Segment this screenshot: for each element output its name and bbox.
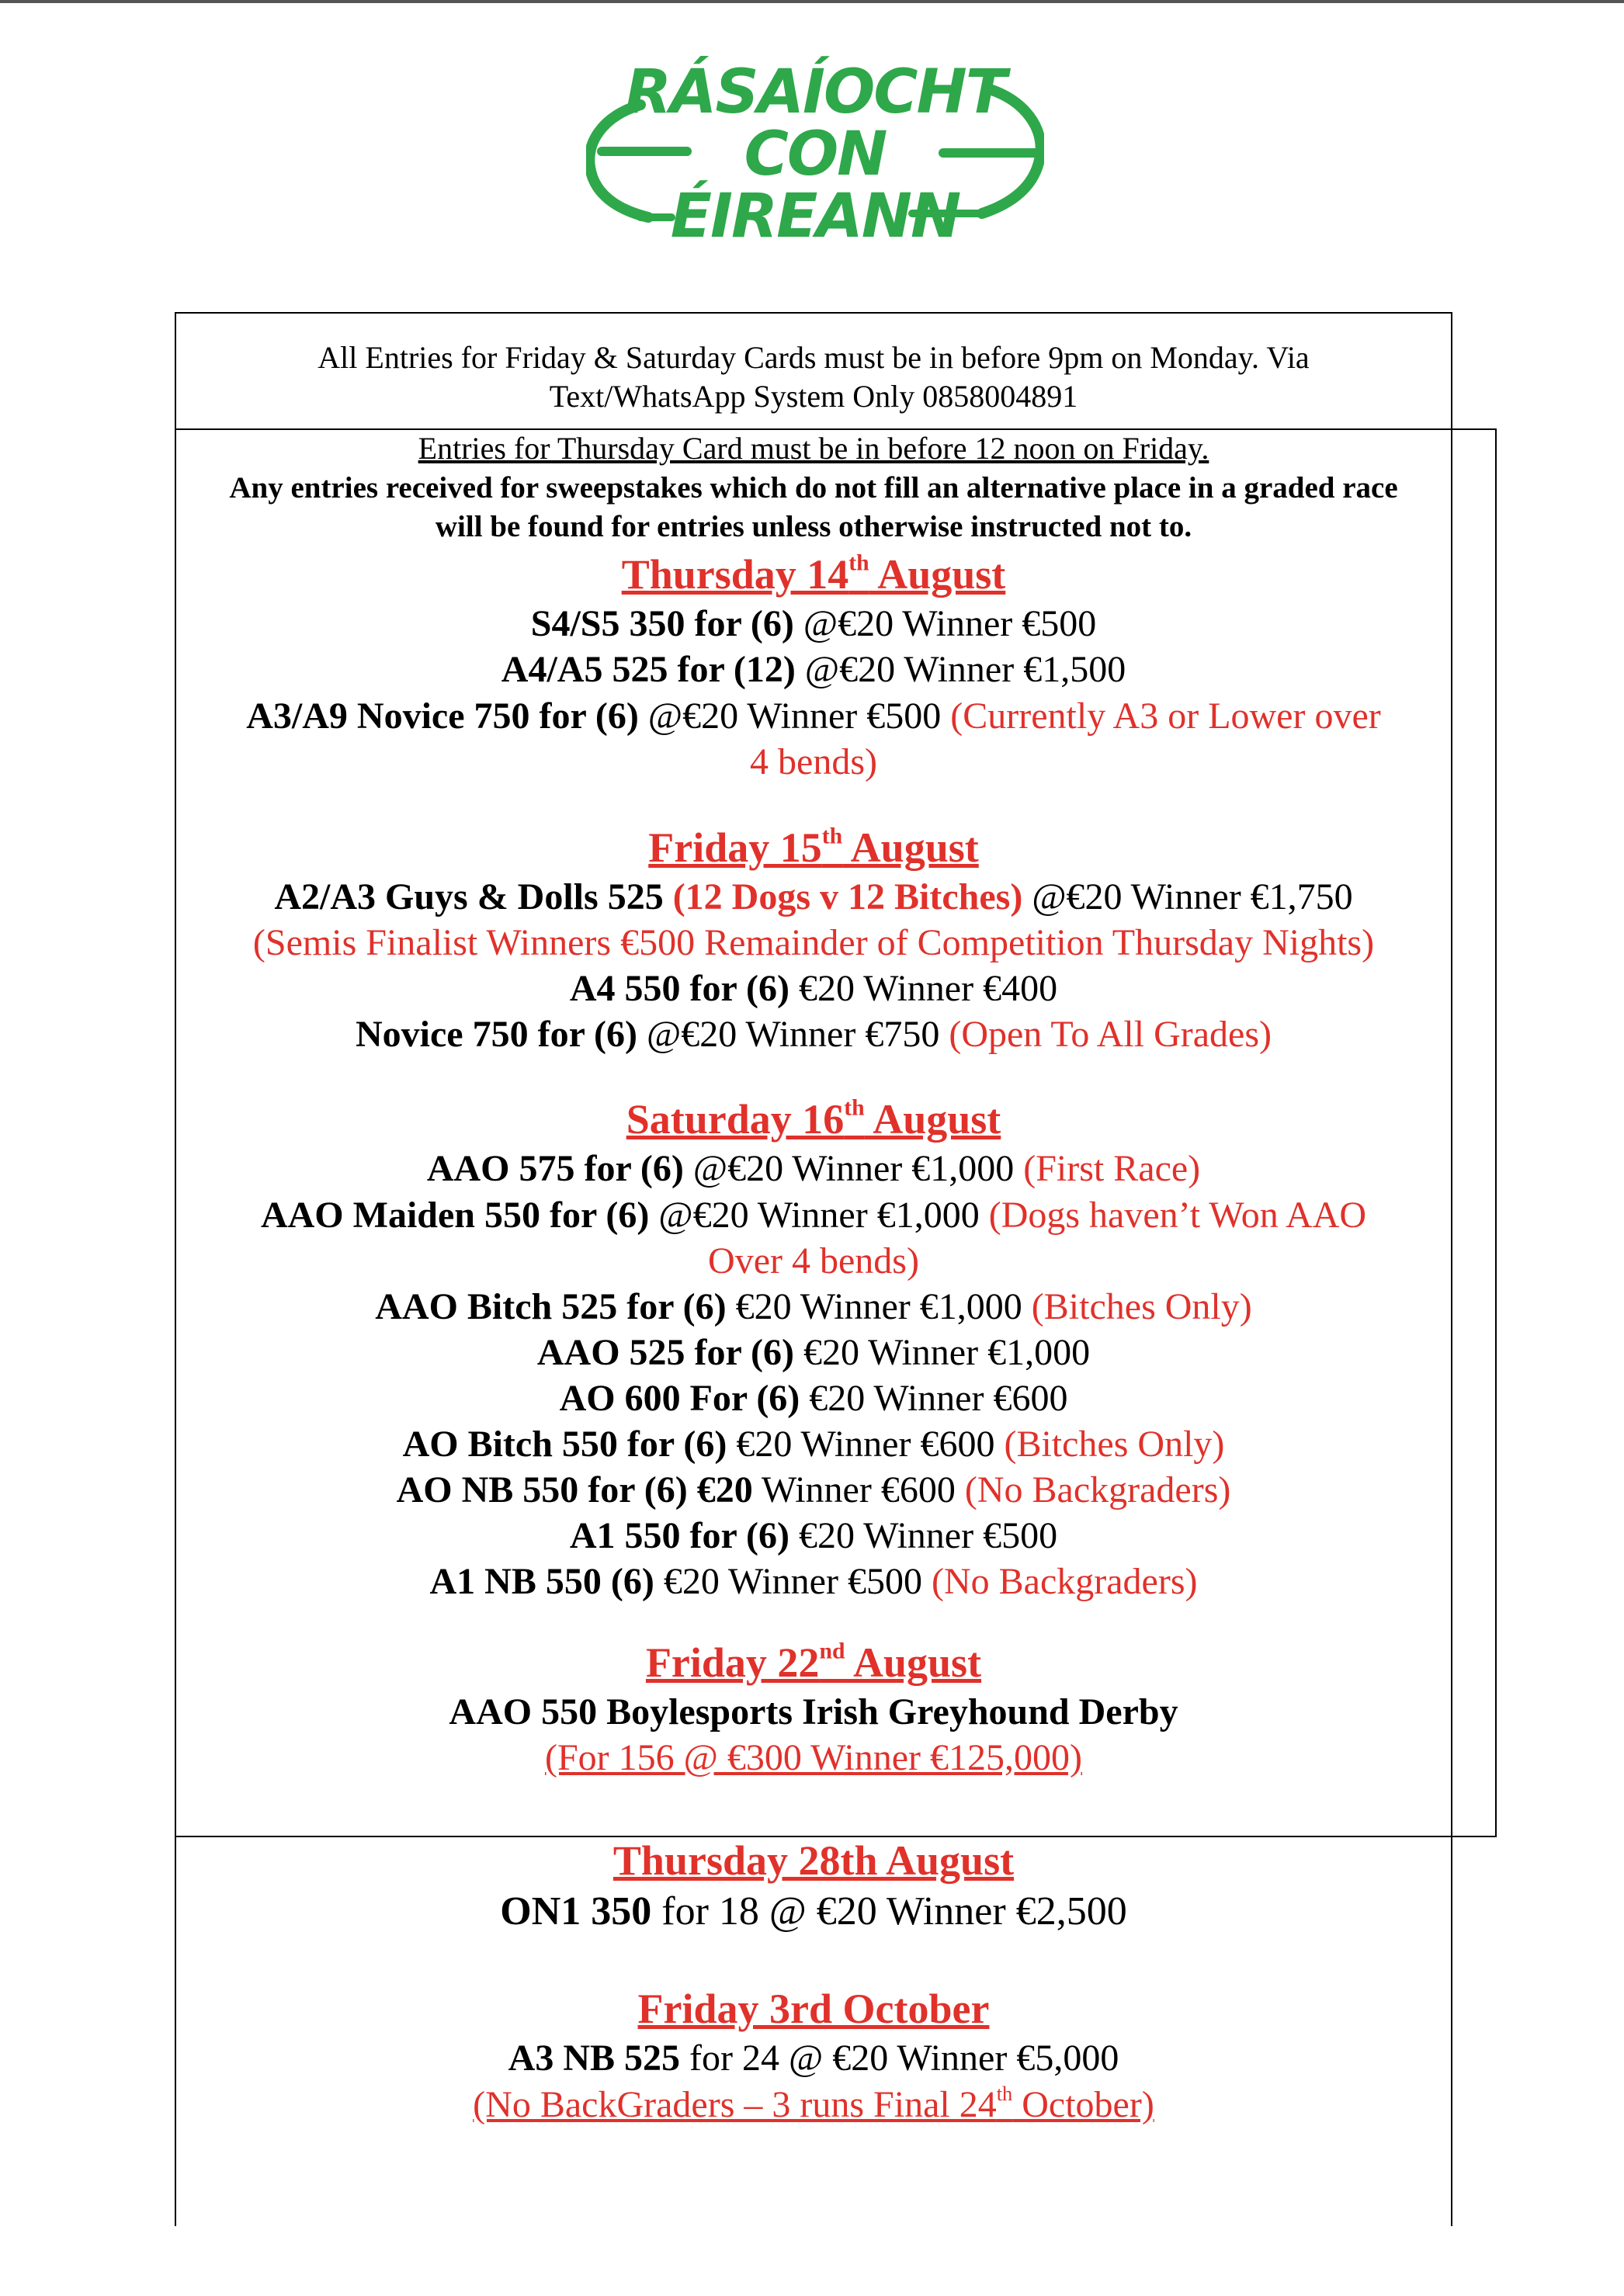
race-ao-bitch-550: AO Bitch 550 for (6) €20 Winner €600 (Bitches Only) (402, 1424, 1225, 1465)
heading-saturday-16-august: Saturday 16th August (626, 1095, 1001, 1143)
heading-thursday-28-august: Thursday 28th August (612, 1837, 1015, 1884)
race-irish-greyhound-derby: AAO 550 Boylesports Irish Greyhound Derby (449, 1691, 1178, 1732)
notice-line-2: Text/WhatsApp System Only 0858004891 (549, 379, 1078, 414)
race-aao-bitch-525: AAO Bitch 525 for (6) €20 Winner €1,000 (Bitches Only) (375, 1286, 1252, 1327)
top-border-line (0, 0, 1624, 3)
race-on1-350: ON1 350 for 18 @ €20 Winner €2,500 (500, 1889, 1127, 1934)
race-a3-a9-novice-note: 4 bends) (750, 741, 877, 782)
race-a1-550: A1 550 for (6) €20 Winner €500 (569, 1515, 1058, 1556)
race-a1-nb-550: A1 NB 550 (6) €20 Winner €500 (No Backgraders) (429, 1561, 1198, 1602)
thursday-card-deadline: Entries for Thursday Card must be in before 12 noon on Friday. (418, 431, 1209, 466)
race-a3-a9-novice-750: A3/A9 Novice 750 for (6) @€20 Winner €500 (Currently A3 or Lower over (246, 695, 1381, 737)
inner-box-right-border (1495, 428, 1497, 1837)
race-a3-nb-525: A3 NB 525 for 24 @ €20 Winner €5,000 (508, 2038, 1119, 2079)
race-aao-maiden-550: AAO Maiden 550 for (6) @€20 Winner €1,000 (Dogs haven’t Won AAO (260, 1195, 1367, 1236)
logo-line-3: ÉIREANN (670, 182, 960, 251)
race-a4-a5-525: A4/A5 525 for (12) @€20 Winner €1,500 (501, 649, 1126, 690)
logo-line-2: CON (744, 120, 887, 189)
heading-friday-3rd-october: Friday 3rd October (637, 1986, 990, 2032)
sweepstakes-note-2: will be found for entries unless otherwise instructed not to. (435, 510, 1192, 543)
race-guys-and-dolls-525: A2/A3 Guys & Dolls 525 (12 Dogs v 12 Bitches) @€20 Winner €1,750 (274, 876, 1353, 917)
heading-thursday-14-august: Thursday 14th August (621, 550, 1006, 598)
notice-line-1: All Entries for Friday & Saturday Cards must be in before 9pm on Monday. Via (318, 340, 1310, 375)
sweepstakes-note-1: Any entries received for sweepstakes which do not fill an alternative place in a graded race (229, 471, 1398, 505)
race-a4-550: A4 550 for (6) €20 Winner €400 (569, 968, 1058, 1009)
race-aao-maiden-note: Over 4 bends) (708, 1240, 919, 1282)
race-aao-525: AAO 525 for (6) €20 Winner €1,000 (536, 1332, 1091, 1373)
lower-box-left-border (175, 1836, 176, 2226)
derby-note: (For 156 @ €300 Winner €125,000) (545, 1737, 1082, 1778)
guys-and-dolls-note: (Semis Finalist Winners €500 Remainder of Competition Thursday Nights) (252, 922, 1375, 963)
race-novice-750: Novice 750 for (6) @€20 Winner €750 (Open To All Grades) (355, 1014, 1272, 1055)
heading-friday-15-august: Friday 15th August (648, 824, 979, 871)
race-ao-600: AO 600 For (6) €20 Winner €600 (559, 1378, 1068, 1419)
race-s4-s5-350: S4/S5 350 for (6) @€20 Winner €500 (530, 603, 1097, 644)
rasaiocht-con-eireann-logo (586, 57, 1044, 251)
box-top-border (175, 312, 1452, 314)
logo-line-1: RÁSAÍOCHT (624, 57, 1006, 127)
heading-friday-22-august: Friday 22nd August (645, 1639, 982, 1686)
box-right-border (1451, 312, 1452, 2226)
race-aao-575: AAO 575 for (6) @€20 Winner €1,000 (First Race) (426, 1148, 1201, 1189)
race-ao-nb-550: AO NB 550 for (6) €20 Winner €600 (No Backgraders) (396, 1469, 1231, 1510)
box-left-border (175, 312, 176, 1837)
a3-nb-525-note: (No BackGraders – 3 runs Final 24th October) (473, 2081, 1154, 2125)
